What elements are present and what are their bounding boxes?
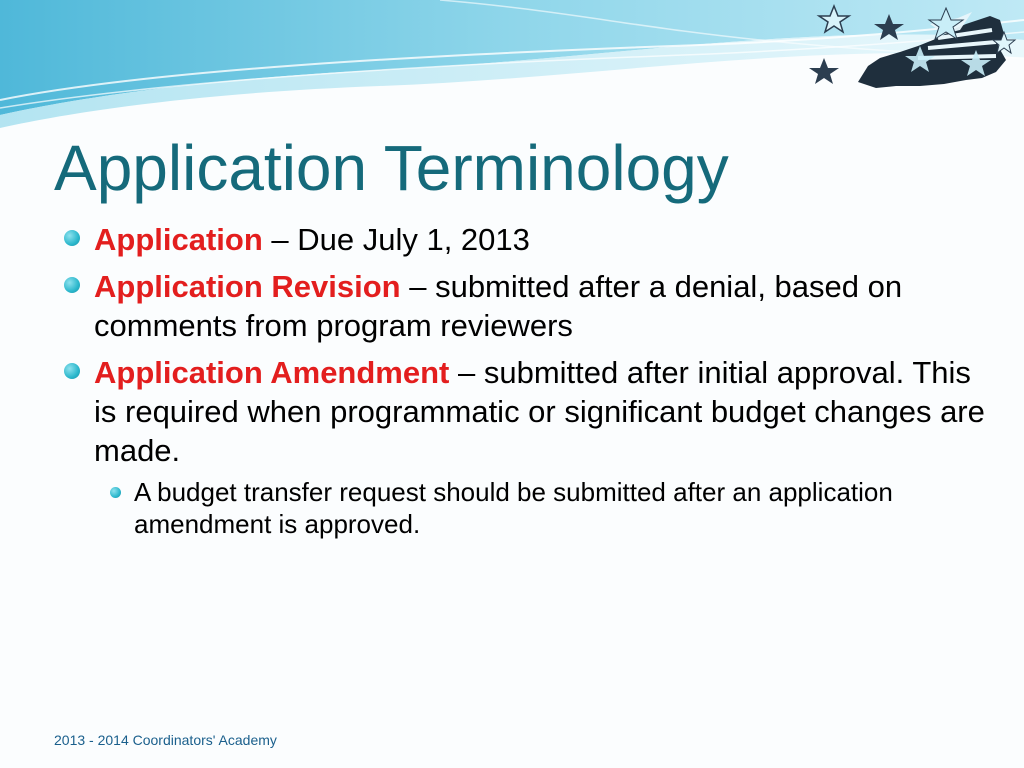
term-description: – submitted after a denial, based on comments from program reviewers — [94, 269, 903, 343]
bullet-list — [62, 220, 992, 540]
term-application-revision: Application Revision — [94, 269, 401, 304]
sub-list-item — [62, 476, 992, 540]
term-description: – Due July 1, 2013 — [262, 222, 530, 257]
term-description: – submitted after initial approval. This is required when programmatic or significant budget changes are made. — [94, 355, 985, 468]
footer-text: 2013 - 2014 Coordinators' Academy — [54, 732, 277, 748]
term-application: Application — [94, 222, 263, 257]
term-application-amendment: Application Amendment — [94, 355, 450, 390]
page-title: Application Terminology — [54, 132, 729, 204]
bullet-icon — [64, 363, 80, 379]
sub-bullet-text: A budget transfer request should be submitted after an application amendment is approved. — [134, 477, 893, 539]
bullet-icon — [64, 277, 80, 293]
star-icon — [809, 58, 839, 84]
list-item — [62, 267, 992, 345]
sub-bullet-icon — [110, 487, 121, 498]
list-item — [62, 220, 992, 259]
bullet-icon — [64, 230, 80, 246]
list-item — [62, 353, 992, 470]
header-banner — [0, 0, 1024, 130]
